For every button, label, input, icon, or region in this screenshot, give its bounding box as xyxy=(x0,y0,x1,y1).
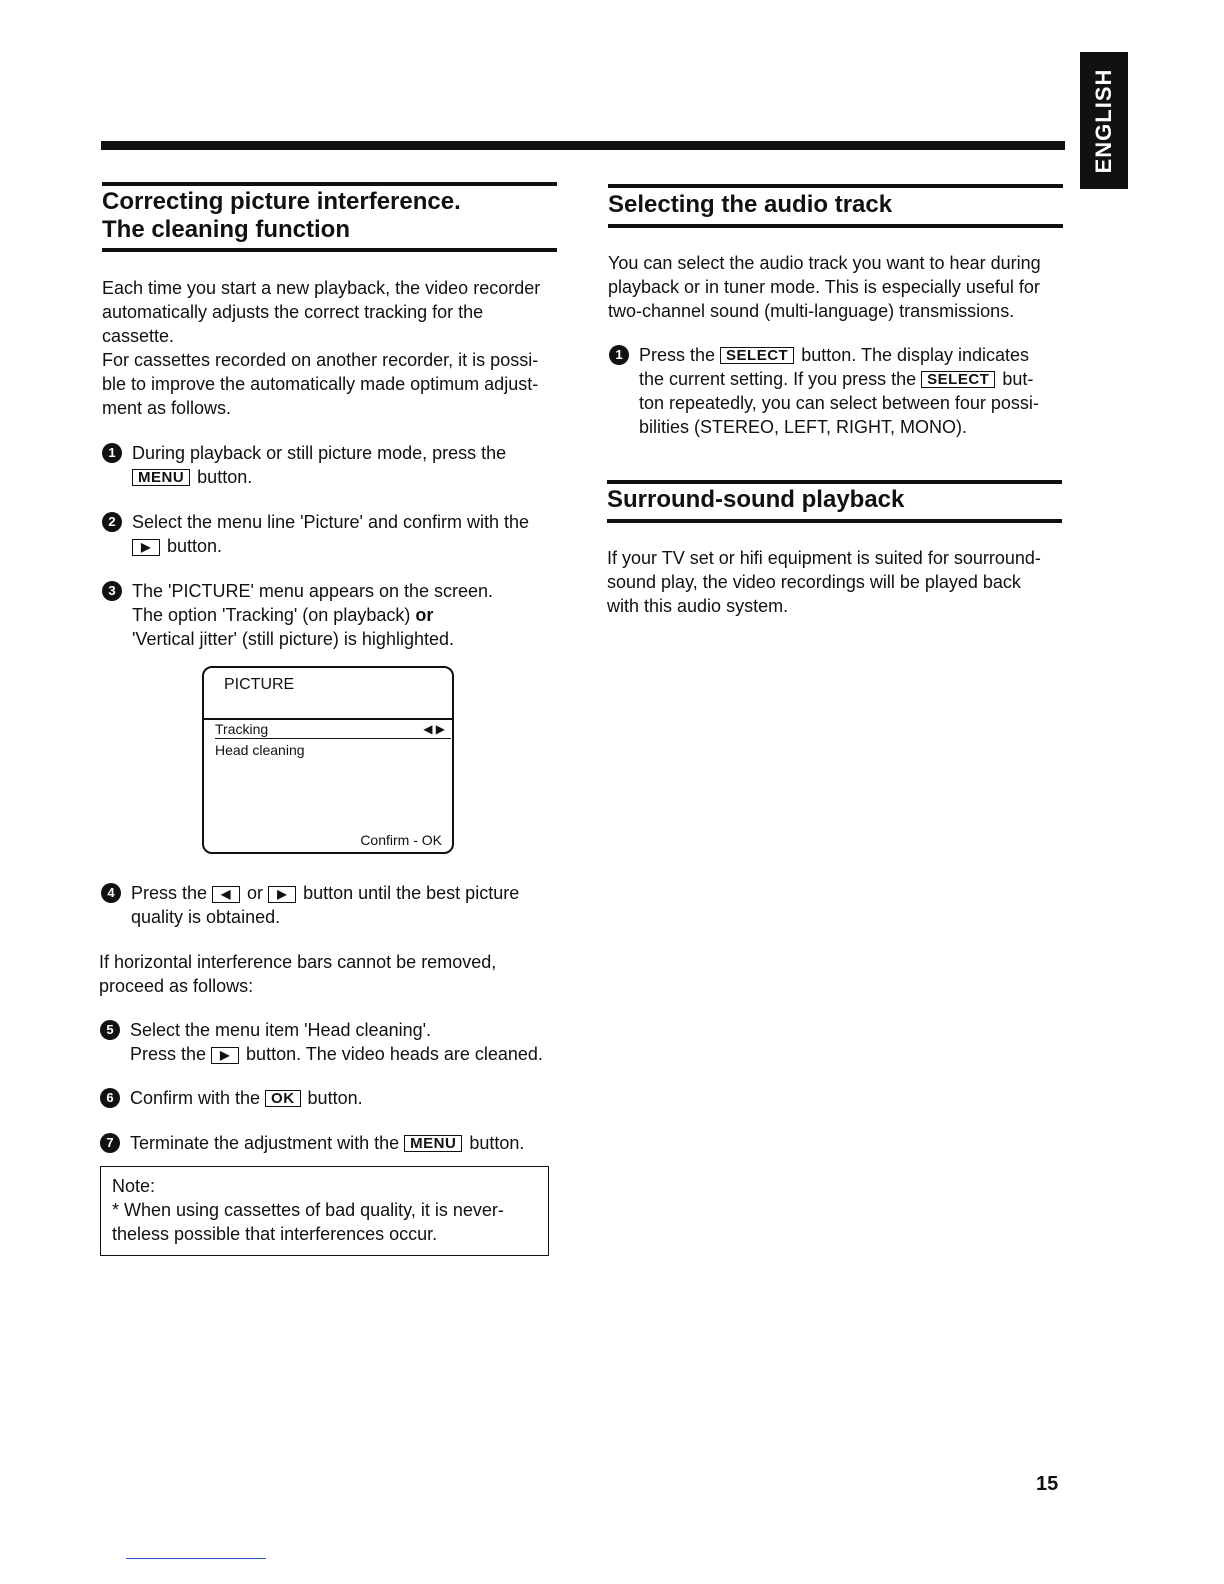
step-emphasis: or xyxy=(415,605,434,625)
step-text: Terminate the adjustment with the xyxy=(130,1133,405,1153)
step-text: Select the menu item 'Head cleaning'. xyxy=(130,1020,432,1040)
select-key: SELECT xyxy=(921,371,995,388)
audio-heading-rule-top xyxy=(608,184,1063,188)
osd-title: PICTURE xyxy=(224,676,295,693)
language-tab xyxy=(1080,52,1128,189)
top-rule xyxy=(101,141,1065,150)
ok-key: OK xyxy=(265,1090,301,1107)
left-heading-rule-bottom xyxy=(102,248,557,252)
left-arrow-key: ◀ xyxy=(212,886,240,903)
note-text: theless possible that interferences occur. xyxy=(112,1224,438,1244)
select-key: SELECT xyxy=(720,347,794,364)
note-text: * When using cassettes of bad quality, it is never- xyxy=(112,1200,504,1220)
bottom-line xyxy=(126,1558,266,1559)
step-text: button. xyxy=(192,467,253,487)
left-right-arrows-icon: ◀ ▶ xyxy=(423,722,445,736)
step-text: button. The display indicates xyxy=(796,345,1030,365)
step-text: Press the xyxy=(130,1044,212,1064)
step-text: button. The video heads are cleaned. xyxy=(241,1044,543,1064)
step-text: but- xyxy=(997,369,1034,389)
step-text: Press the xyxy=(639,345,721,365)
paragraph-line: playback or in tuner mode. This is especially useful for xyxy=(608,277,1040,297)
audio-heading: Selecting the audio track xyxy=(608,191,893,218)
step-text: Select the menu line 'Picture' and confirm with the xyxy=(132,512,530,532)
note-title: Note: xyxy=(112,1176,156,1196)
osd-item-label: Tracking xyxy=(215,721,269,737)
step-text: button. xyxy=(464,1133,525,1153)
paragraph-line: sound play, the video recordings will be played back xyxy=(607,572,1021,592)
right-arrow-key: ▶ xyxy=(268,886,296,903)
step-text: During playback or still picture mode, press the xyxy=(132,443,507,463)
surround-heading-rule-top xyxy=(607,480,1062,484)
intro-line: ment as follows. xyxy=(102,398,232,418)
step-text: button until the best picture xyxy=(298,883,520,903)
step-text: Press the xyxy=(131,883,213,903)
step-text: Confirm with the xyxy=(130,1088,266,1108)
step-text: button. xyxy=(302,1088,363,1108)
paragraph-line: If horizontal interference bars cannot be removed, xyxy=(99,952,497,972)
heading-line-1: Correcting picture interference. xyxy=(102,188,461,215)
audio-intro xyxy=(608,251,1041,323)
step-text: The 'PICTURE' menu appears on the screen. xyxy=(132,581,494,601)
paragraph-line: You can select the audio track you want to hear during xyxy=(608,253,1041,273)
step-text: ton repeatedly, you can select between four possi- xyxy=(639,393,1039,413)
step-number: 2 xyxy=(102,512,122,532)
osd-picture-menu xyxy=(202,666,454,854)
step-text: quality is obtained. xyxy=(131,907,281,927)
paragraph-line: with this audio system. xyxy=(607,596,789,616)
step-text: 'Vertical jitter' (still picture) is highlighted. xyxy=(132,629,454,649)
paragraph-line: proceed as follows: xyxy=(99,976,254,996)
menu-key: MENU xyxy=(132,469,190,486)
intro-line: For cassettes recorded on another recorder, it is possi- xyxy=(102,350,539,370)
step-number: 3 xyxy=(102,581,122,601)
step-number: 7 xyxy=(100,1133,120,1153)
intro-line: automatically adjusts the correct tracking for the xyxy=(102,302,484,322)
step-text: bilities (STEREO, LEFT, RIGHT, MONO). xyxy=(639,417,968,437)
osd-selected-item xyxy=(215,720,451,739)
step-text: The option 'Tracking' (on playback) xyxy=(132,605,416,625)
step-number: 4 xyxy=(101,883,121,903)
step-text: or xyxy=(242,883,269,903)
step-number: 6 xyxy=(100,1088,120,1108)
step-number: 1 xyxy=(609,345,629,365)
step-text: button. xyxy=(162,536,223,556)
menu-key: MENU xyxy=(404,1135,462,1152)
osd-footer: Confirm - OK xyxy=(360,832,442,848)
intro-paragraph xyxy=(102,276,540,420)
paragraph-line: If your TV set or hifi equipment is suited for sourround- xyxy=(607,548,1041,568)
step-text: the current setting. If you press the xyxy=(639,369,922,389)
step-number: 5 xyxy=(100,1020,120,1040)
intro-line: cassette. xyxy=(102,326,175,346)
page-number: 15 xyxy=(1036,1473,1059,1495)
intro-line: ble to improve the automatically made optimum adjust- xyxy=(102,374,539,394)
left-heading-rule-top xyxy=(102,182,557,186)
intro-line: Each time you start a new playback, the video recorder xyxy=(102,278,541,298)
step-number: 1 xyxy=(102,443,122,463)
language-tab-label: ENGLISH xyxy=(1091,68,1116,173)
heading-line-2: The cleaning function xyxy=(102,216,351,243)
right-arrow-key: ▶ xyxy=(132,539,160,556)
surround-heading: Surround-sound playback xyxy=(607,486,905,513)
note-box xyxy=(100,1166,549,1256)
osd-item: Head cleaning xyxy=(215,742,305,758)
surround-text xyxy=(607,546,1041,618)
interference-paragraph xyxy=(99,950,496,998)
left-heading xyxy=(102,188,557,244)
surround-heading-rule-bottom xyxy=(607,519,1062,523)
right-arrow-key: ▶ xyxy=(211,1047,239,1064)
audio-heading-rule-bottom xyxy=(608,224,1063,228)
paragraph-line: two-channel sound (multi-language) transmissions. xyxy=(608,301,1015,321)
